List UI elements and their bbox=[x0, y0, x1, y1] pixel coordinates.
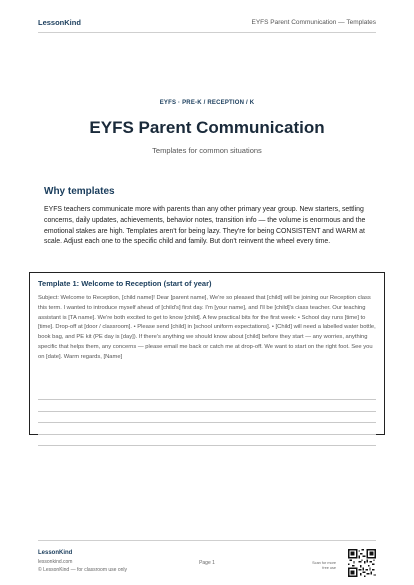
page-subtitle: Templates for common situations bbox=[152, 146, 262, 155]
footer-site-link: lessonkind.com bbox=[38, 559, 73, 565]
page-number: Page 1 bbox=[199, 560, 215, 566]
qr-code-icon bbox=[348, 549, 376, 577]
kicker-label: EYFS · PRE-K / RECEPTION / K bbox=[159, 100, 255, 106]
template-title: Template 1: Welcome to Reception (start of year) bbox=[38, 279, 212, 288]
writing-line bbox=[38, 435, 376, 446]
scan-caption: Scan for more free use bbox=[312, 561, 336, 570]
writing-line bbox=[38, 400, 376, 411]
header-brand: LessonKind bbox=[38, 17, 81, 27]
writing-line bbox=[38, 389, 376, 400]
writing-line bbox=[38, 423, 376, 434]
writing-lines bbox=[38, 389, 376, 446]
page-footer bbox=[38, 540, 376, 583]
footer-copyright: © LessonKind — for classroom use only bbox=[38, 567, 128, 573]
page-title: EYFS Parent Communication bbox=[89, 118, 325, 137]
template-card bbox=[29, 272, 385, 435]
intro-paragraph: EYFS teachers communicate more with parents than any other primary year group. New starters, settling concerns, daily updates, achievements, behavior notes, transition info — the volume is enormous and the emotional stakes are high. Templates aren't for being lazy. They're for being CONSISTENT and WARM at scale. Adjust each one to the specific child and family. But don't reinvent the wheel every time. bbox=[44, 206, 366, 246]
header-doc-title: EYFS Parent Communication — Templates bbox=[251, 18, 376, 26]
template-body: Subject: Welcome to Reception, [child name]! Dear [parent name], We're so pleased that [child] will be joining our Reception class this term. I wanted to introduce myself ahead of [child's] first day. I'm [your name], and I'll be [child]'s class teacher. Our teaching assistant is [TA name]. We're both excited to get to know [child]. A few practical bits for the first week: • School day runs [time] to [time]. Drop-off at [door / classroom]. • Please send [child] in [school uniform expectations]. • [Child] will need a labelled water bottle, book bag, and PE kit (PE day is [day]). If there's anything we should know about [child] before they start — any worries, anything specific that helps them, any concerns — please email me back or catch me at drop-off. We want to start on the right foot. See you on [date]. Warm regards, [Name] bbox=[38, 295, 376, 360]
page-header bbox=[38, 12, 376, 33]
section-heading-why-templates: Why templates bbox=[44, 186, 115, 197]
footer-brand: LessonKind bbox=[38, 550, 73, 556]
writing-line bbox=[38, 412, 376, 423]
